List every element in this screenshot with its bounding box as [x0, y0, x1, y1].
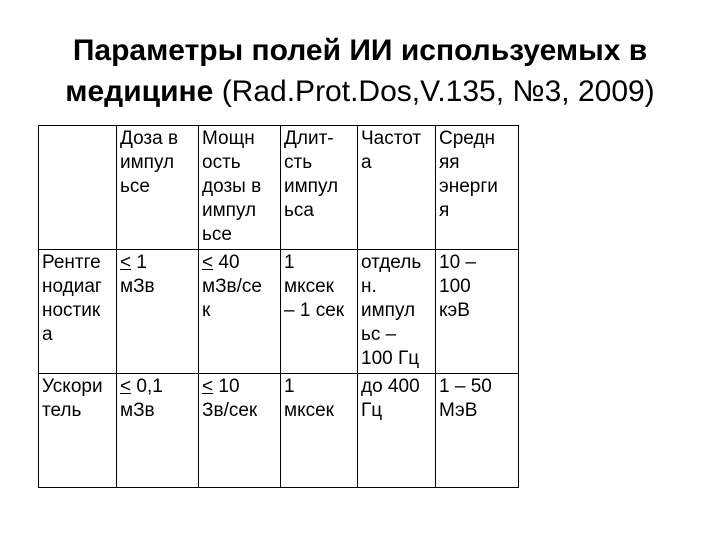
cell-energy: 1 – 50 МэВ [436, 374, 519, 488]
cell-dose-value: 0,1 мЗв [120, 376, 163, 421]
cell-dose-value: 1 мЗв [120, 252, 155, 297]
row-label-accelerator: Ускори тель [39, 374, 117, 488]
header-cell-dose-rate: Мощн ость дозы в импул ьсе [199, 126, 281, 250]
less-than-mark: < [202, 252, 214, 273]
cell-dose-rate [199, 374, 281, 488]
header-cell-dose: Доза в импул ьсе [117, 126, 199, 250]
header-cell-duration: Длит- сть импул ьса [281, 126, 358, 250]
header-cell-frequency: Частот а [358, 126, 436, 250]
cell-dose-rate [199, 250, 281, 374]
cell-dose [117, 250, 199, 374]
cell-frequency: отдель н. импул ьс – 100 Гц [358, 250, 436, 374]
title-line1: Параметры полей ИИ используемых в [72, 34, 648, 67]
less-than-mark: < [120, 252, 132, 273]
less-than-mark: < [120, 376, 132, 397]
table-header-row [39, 126, 519, 250]
title-line2-bold: медицине [65, 75, 214, 108]
cell-frequency: до 400 Гц [358, 374, 436, 488]
cell-dose [117, 374, 199, 488]
cell-duration: 1 мксек – 1 сек [281, 250, 358, 374]
cell-dose-rate-value: 10 Зв/сек [202, 376, 258, 421]
title-source-citation: (Rad.Prot.Dos,V.135, №3, 2009) [213, 75, 655, 108]
radiation-parameters-table [38, 125, 519, 488]
header-cell-empty [39, 126, 117, 250]
table-row [39, 250, 519, 374]
less-than-mark: < [202, 376, 214, 397]
table-row [39, 374, 519, 488]
cell-duration: 1 мксек [281, 374, 358, 488]
slide-title [0, 30, 720, 112]
row-label-xray: Рентге нодиаг ностик а [39, 250, 117, 374]
cell-dose-rate-value: 40 мЗв/се к [202, 252, 262, 321]
cell-energy: 10 – 100 кэВ [436, 250, 519, 374]
header-cell-energy: Средн яя энерги я [436, 126, 519, 250]
